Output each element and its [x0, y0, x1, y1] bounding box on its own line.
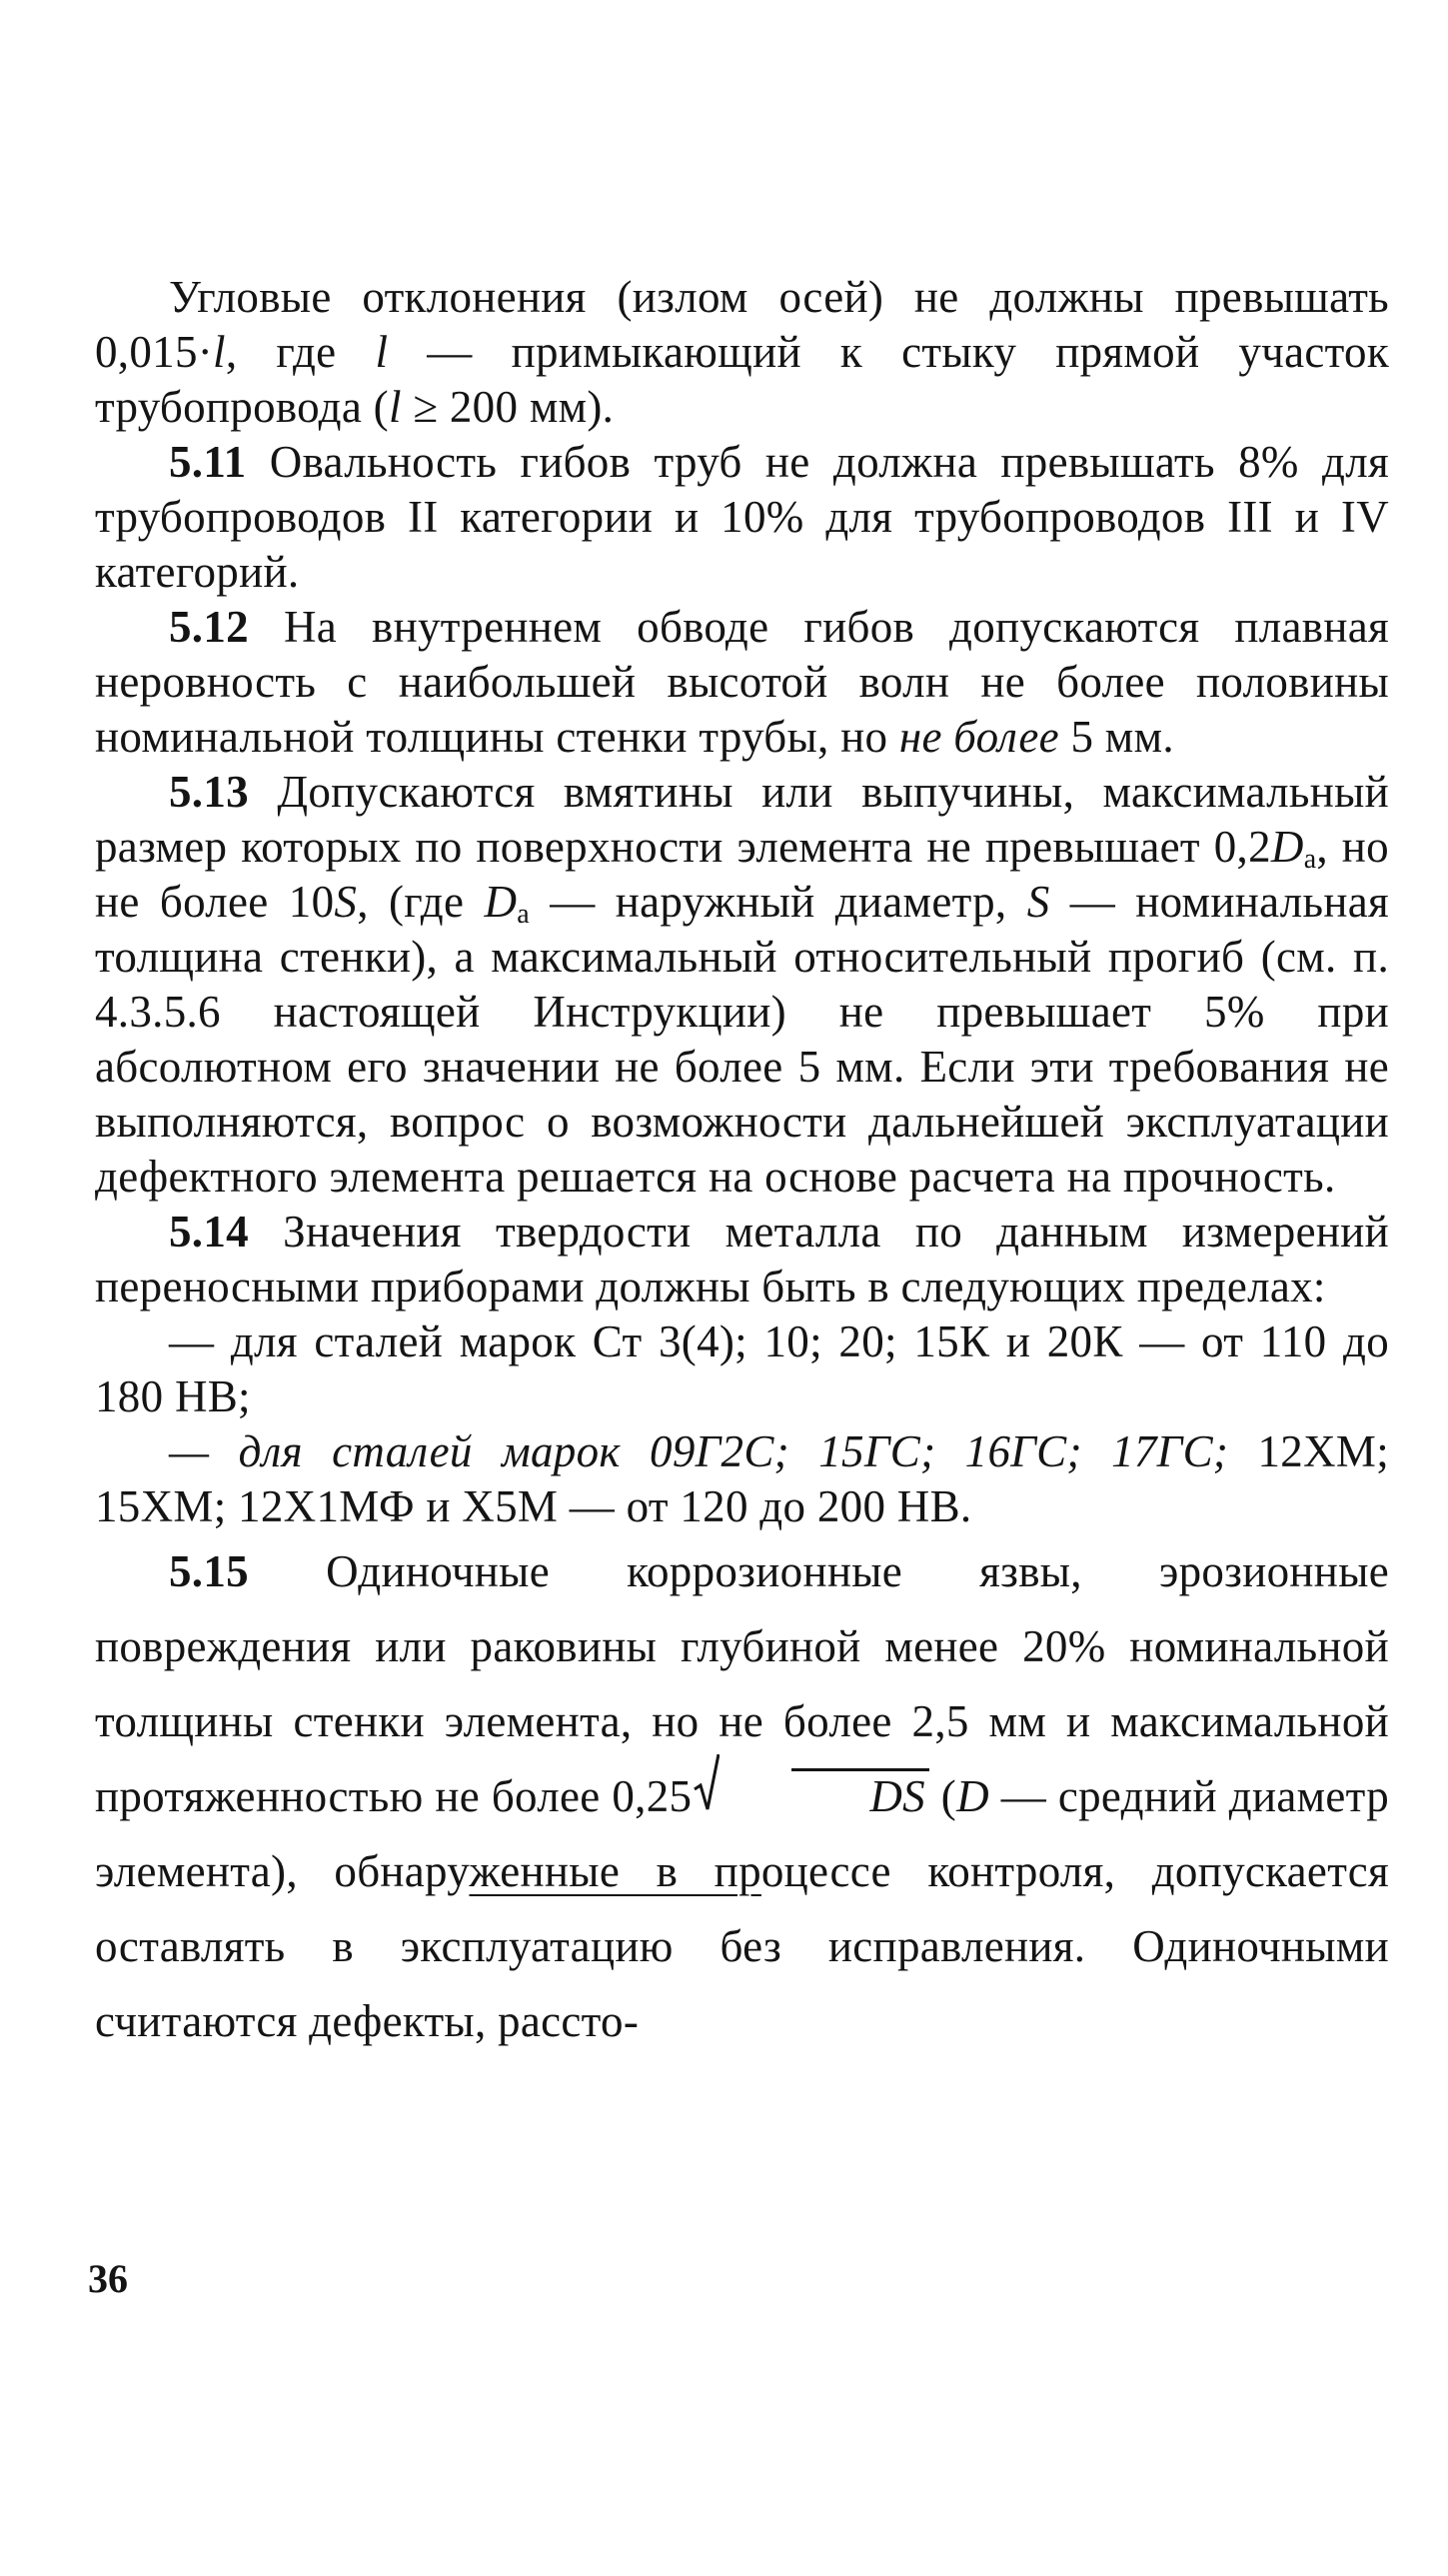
clause-number: 5.13: [169, 767, 249, 817]
square-root-formula: [694, 1759, 929, 1834]
text-run: , где: [225, 327, 376, 377]
variable-d: D: [484, 877, 518, 927]
text-run: (: [928, 1771, 957, 1821]
text-run: — наружный диаметр,: [530, 877, 1027, 927]
variable-l: l: [388, 382, 402, 432]
text-run: Значения твердости металла по данным измерений переносными приборами должны быть в следующих пределах:: [95, 1207, 1389, 1311]
paragraph-5-15: [95, 1534, 1389, 2059]
variable-l: l: [375, 327, 389, 377]
body-text: [95, 270, 1389, 2059]
text-run: оцессе контроля, допускается оставлять в эксплуатацию без исправления. Одиночными считаются дефекты, рассто-: [95, 1846, 1389, 2046]
text-run: , (где: [357, 877, 485, 927]
variable-l: l: [213, 327, 226, 377]
radical-sign-icon: [694, 1753, 720, 1813]
text-run: — примыкающий к стыку прямой участок трубопровода (: [95, 327, 1389, 432]
paragraph-5-12: [95, 600, 1389, 765]
text-run: Допускаются вмятины или выпучины, максимальный размер которых по поверхности элемента не превышает 0,2: [95, 767, 1389, 872]
variable-s: S: [1026, 877, 1050, 927]
text-run: — номинальная толщина стенки), а максимальный относительный прогиб (см. п. 4.3.5.6 настоящей Инструкции) не превышает 5% при абсолютном его значении не более 5 мм. Если эти требования не выполняются, вопрос о возможности дальнейшей эксплуатации дефектного элемента решается на основе расчета на прочность.: [95, 877, 1389, 1202]
variable-d: D: [956, 1771, 989, 1821]
subscript-a: a: [1303, 844, 1317, 875]
variable-s: S: [334, 877, 358, 927]
clause-number: 5.14: [169, 1207, 249, 1257]
paragraph-angular-deviation: [95, 270, 1389, 435]
text-run: 12ХМ; 15ХМ; 12Х1МФ и Х5М — от 120 до 200 НВ.: [95, 1426, 1389, 1531]
paragraph-5-13: [95, 765, 1389, 1205]
list-item-steel-grades-1: [95, 1314, 1389, 1424]
formula-radicand: DS: [791, 1768, 929, 1819]
paragraph-5-11: [95, 435, 1389, 600]
clause-number: 5.11: [169, 437, 247, 487]
clause-number: 5.15: [169, 1546, 249, 1596]
text-run: Угловые отклонения (излом осей) не должны превышать 0,015·: [95, 272, 1389, 377]
text-run: Одиночные коррозионные язвы, эрозионные повреждения или раковины глубиной менее 20% номинальной толщины стенки элемента, но не более 2,5 мм и максимальной протяженностью не более: [95, 1546, 1389, 1821]
paragraph-5-14: [95, 1205, 1389, 1314]
italic-text: — для сталей марок 09Г2С; 15ГС; 16ГС; 17ГС;: [169, 1426, 1229, 1476]
text-run: — для сталей марок Ст 3(4); 10; 20; 15К и 20К — от 110 до 180 НВ;: [95, 1316, 1389, 1421]
text-run: — средний диаметр элемента), обнару: [95, 1771, 1389, 1896]
variable-d: D: [1270, 822, 1304, 872]
italic-text: не более: [898, 712, 1059, 762]
subscript-a: a: [517, 899, 530, 930]
text-run: ≥ 200 мм).: [401, 382, 615, 432]
clause-number: 5.12: [169, 602, 249, 652]
text-run: , но не более 10: [95, 822, 1389, 927]
text-run: 5 мм.: [1058, 712, 1174, 762]
text-run: Овальность гибов труб не должна превышать 8% для трубопроводов II категории и 10% для трубопроводов III и IV категорий.: [95, 437, 1389, 597]
list-item-steel-grades-2: [95, 1424, 1389, 1534]
text-run: На внутреннем обводе гибов допускаются плавная неровность с наибольшей высотой волн не более половины номинальной толщины стенки трубы, но: [95, 602, 1389, 762]
underlined-text: женные в пр: [469, 1846, 761, 1896]
formula-coefficient: 0,25: [612, 1771, 693, 1821]
page-number: 36: [88, 2256, 128, 2301]
